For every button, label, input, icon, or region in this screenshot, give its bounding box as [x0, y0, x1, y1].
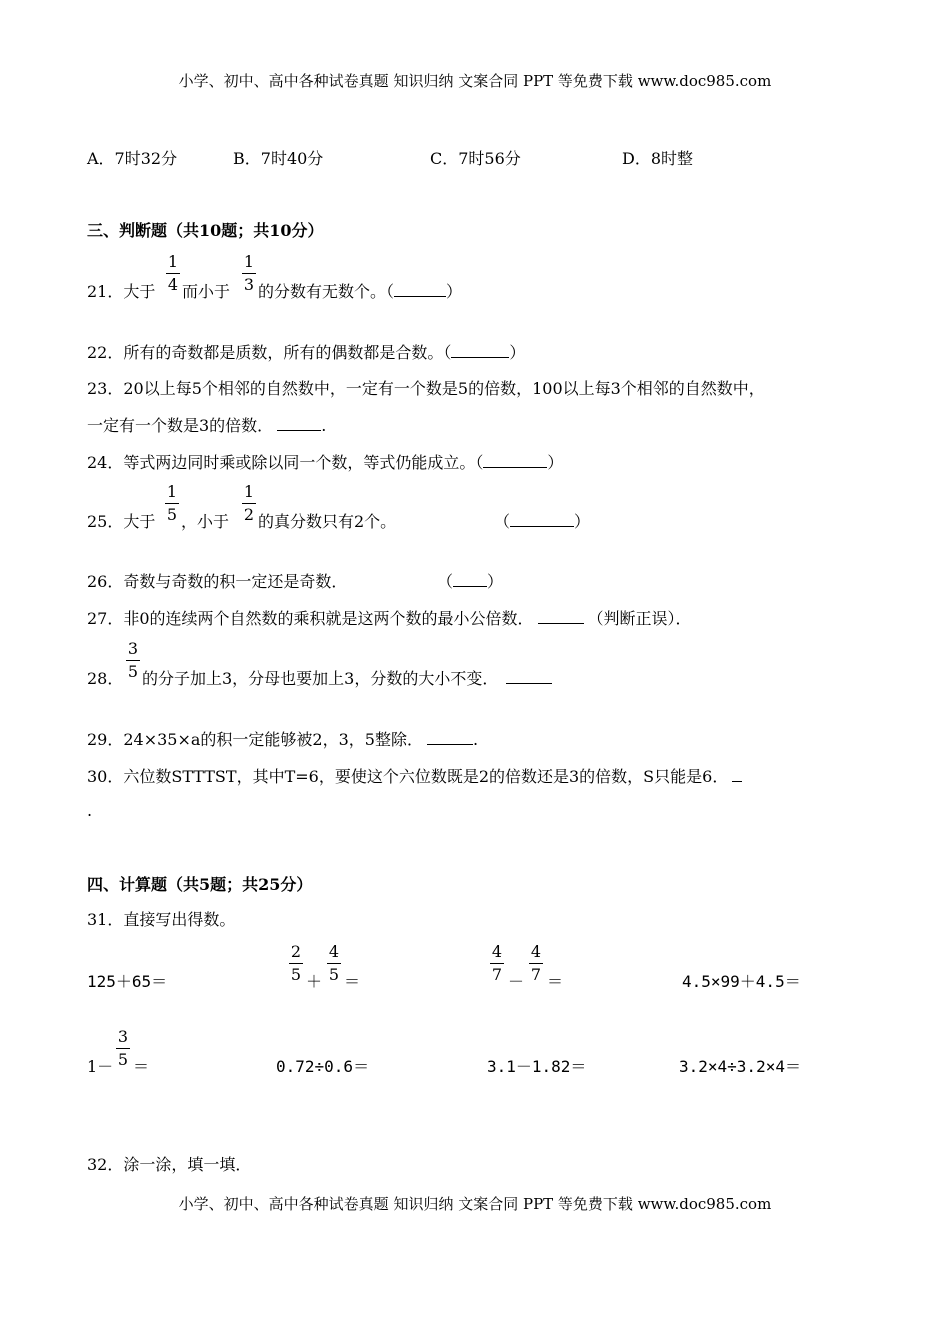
denominator: 2 [243, 505, 255, 524]
q21-stem: 的分数有无数个。（ [258, 282, 395, 301]
section-calculation-title: 四、计算题（共5题；共25分） [87, 875, 313, 894]
page-footer: 小学、初中、高中各种试卷真题 知识归纳 文案合同 PPT 等免费下载 www.doc985.com [178, 1195, 772, 1213]
r1c2-equals: ＝ [344, 972, 361, 991]
q21-text-c [258, 279, 462, 302]
q28-stem: 的分子加上3，分母也要加上3，分数的大小不变． [142, 669, 499, 688]
question-30 [87, 764, 742, 787]
numerator: 2 [290, 942, 302, 961]
denominator: 5 [127, 662, 139, 681]
q21-fraction-1 [166, 252, 180, 295]
calc-r2c3: 3.1－1.82＝ [487, 1057, 587, 1076]
q26-open: （ [437, 572, 454, 591]
question-26: 26．奇数与奇数的积一定还是奇数． [87, 572, 348, 591]
numerator: 1 [167, 252, 179, 271]
r1c3-fraction-1 [490, 942, 504, 985]
r2c1-equals: ＝ [133, 1057, 150, 1076]
question-24 [87, 450, 563, 473]
answer-blank[interactable] [451, 343, 509, 358]
q25-close: ） [574, 512, 591, 531]
q29-stem: 29．24×35×a的积一定能够被2，3，5整除． [87, 730, 423, 749]
q22-stem: 22．所有的奇数都是质数，所有的偶数都是合数。（ [87, 343, 452, 362]
option-c: C．7时56分 [430, 149, 521, 168]
answer-blank[interactable] [510, 512, 574, 527]
question-22 [87, 340, 525, 363]
denominator: 5 [290, 965, 302, 984]
q24-close: ） [547, 453, 564, 472]
q21-fraction-2 [242, 252, 256, 295]
numerator: 3 [127, 639, 139, 658]
q23-stem: 一定有一个数是3的倍数． [87, 416, 274, 435]
q22-close: ） [509, 343, 526, 362]
page-header: 小学、初中、高中各种试卷真题 知识归纳 文案合同 PPT 等免费下载 www.doc985.com [178, 72, 772, 90]
answer-blank[interactable] [483, 453, 547, 468]
denominator: 5 [166, 505, 178, 524]
answer-blank[interactable] [427, 730, 473, 745]
denominator: 3 [243, 275, 255, 294]
calc-r2c4: 3.2×4÷3.2×4＝ [679, 1057, 801, 1076]
q28-text-b [142, 666, 552, 689]
r1c2-fraction-2 [327, 942, 341, 985]
q25-answer [494, 509, 590, 532]
question-29 [87, 727, 478, 750]
numerator: 1 [243, 482, 255, 501]
q29-close: . [472, 730, 479, 749]
q21-text-a: 21．大于 [87, 282, 156, 301]
question-32: 32．涂一涂，填一填． [87, 1155, 252, 1174]
q28-fraction [126, 639, 140, 682]
numerator: 3 [117, 1027, 129, 1046]
answer-blank[interactable] [277, 416, 321, 431]
numerator: 4 [328, 942, 340, 961]
numerator: 1 [243, 252, 255, 271]
q27-tail: （判断正误）． [587, 609, 692, 628]
option-a: A．7时32分 [87, 149, 178, 168]
r2c1-text: 1－ [87, 1057, 114, 1076]
calc-r1c4: 4.5×99＋4.5＝ [682, 972, 801, 991]
q30-stem: 30．六位数STTTST，其中T=6，要使这个六位数既是2的倍数还是3的倍数，S只能是6． [87, 767, 729, 786]
q27-stem: 27．非0的连续两个自然数的乘积就是这两个数的最小公倍数． [87, 609, 534, 628]
q26-close: ） [487, 572, 504, 591]
numerator: 1 [166, 482, 178, 501]
q25-text-a: 25．大于 [87, 512, 156, 531]
q24-stem: 24．等式两边同时乘或除以同一个数，等式仍能成立。（ [87, 453, 484, 472]
question-27 [87, 606, 692, 629]
option-b: B．7时40分 [233, 149, 324, 168]
answer-blank[interactable] [453, 572, 487, 587]
q21-close: ） [446, 282, 463, 301]
calc-r2c2: 0.72÷0.6＝ [276, 1057, 370, 1076]
r1c3-fraction-2 [529, 942, 543, 985]
denominator: 7 [530, 965, 542, 984]
q28-text-a: 28． [87, 669, 124, 688]
r1c3-operator: － [508, 972, 525, 991]
r1c2-fraction-1 [289, 942, 303, 985]
denominator: 5 [328, 965, 340, 984]
answer-blank[interactable] [538, 609, 584, 624]
r1c3-equals: ＝ [547, 972, 564, 991]
q25-fraction-2 [242, 482, 256, 525]
question-23-line-1: 23．20以上每5个相邻的自然数中，一定有一个数是5的倍数，100以上每3个相邻的自然数中， [87, 379, 765, 398]
q25-text-c: 的真分数只有2个。 [258, 512, 397, 531]
numerator: 4 [530, 942, 542, 961]
q25-open: （ [494, 512, 511, 531]
answer-blank[interactable] [394, 282, 446, 297]
question-23-line-2 [87, 413, 326, 436]
r2c1-fraction [116, 1027, 130, 1070]
calc-r1c1: 125＋65＝ [87, 972, 168, 991]
r1c2-operator: ＋ [306, 972, 323, 991]
numerator: 4 [491, 942, 503, 961]
answer-blank[interactable] [506, 669, 552, 684]
q23-close: . [321, 416, 327, 435]
q25-fraction-1 [165, 482, 179, 525]
q26-answer [437, 569, 503, 592]
denominator: 5 [117, 1050, 129, 1069]
q30-period: . [87, 801, 93, 820]
question-31-title: 31．直接写出得数。 [87, 910, 236, 929]
denominator: 7 [491, 965, 503, 984]
q21-text-b: 而小于 [182, 282, 231, 301]
q25-text-b: ，小于 [181, 512, 230, 531]
denominator: 4 [167, 275, 179, 294]
option-d: D．8时整 [622, 149, 694, 168]
answer-blank[interactable] [732, 767, 742, 782]
section-judgement-title: 三、判断题（共10题；共10分） [87, 221, 324, 240]
